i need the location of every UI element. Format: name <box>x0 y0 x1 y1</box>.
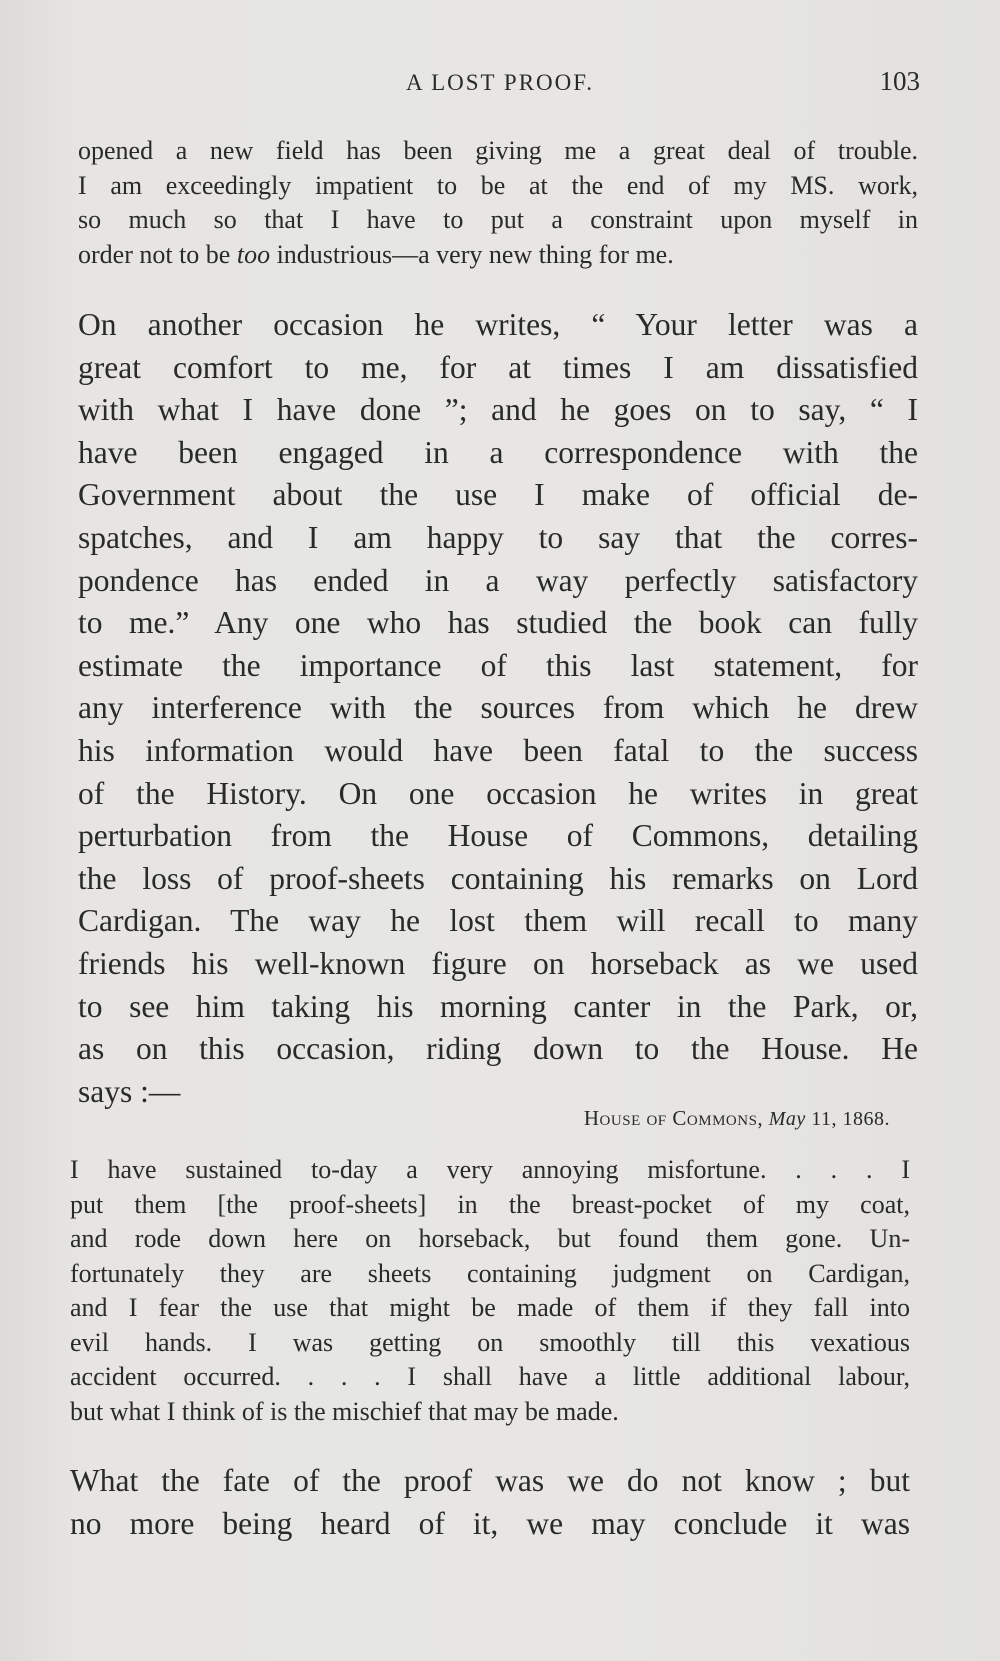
text-line: perturbation from the House of Commons, detailing <box>78 818 918 854</box>
text-line: spatches, and I am happy to say that the corres- <box>78 519 918 555</box>
text-line: estimate the importance of this last statement, for <box>78 647 918 683</box>
text-line: Cardigan. The way he lost them will recall to many <box>78 903 918 939</box>
text-line: accident occurred. . . . I shall have a little additional labour, <box>70 1362 910 1391</box>
text-line: with what I have done ”; and he goes on to say, “ I <box>78 392 918 428</box>
text-line: friends his well-known figure on horseback as we used <box>78 945 918 981</box>
text-line: have been engaged in a correspondence with the <box>78 434 918 470</box>
text-line: so much so that I have to put a constraint upon myself in <box>78 205 918 234</box>
text-line: and rode down here on horseback, but found them gone. Un- <box>70 1224 910 1253</box>
text-line: any interference with the sources from which he drew <box>78 690 918 726</box>
text-line: to me.” Any one who has studied the book can fully <box>78 605 918 641</box>
text-line: great comfort to me, for at times I am dissatisfied <box>78 349 918 385</box>
text-line: as on this occasion, riding down to the House. He <box>78 1031 918 1067</box>
page-number: 103 <box>879 66 920 96</box>
text-line: his information would have been fatal to the success <box>78 732 918 768</box>
text-line: to see him taking his morning canter in the Park, or, <box>78 988 918 1024</box>
paragraph-letter-continuation <box>78 134 918 272</box>
dateline-date: 11, 1868. <box>805 1108 890 1130</box>
text-line: no more being heard of it, we may conclude it was <box>70 1505 910 1541</box>
dateline-month: May <box>768 1108 806 1130</box>
text-line: evil hands. I was getting on smoothly till this vexatious <box>70 1327 910 1357</box>
text-line: of the History. On one occasion he writes in great <box>78 775 918 811</box>
text-segment: order not to be <box>78 239 237 269</box>
quoted-letter <box>70 1153 910 1429</box>
dateline-place: House of Commons, <box>583 1106 764 1130</box>
text-segment: industrious—a very new thing for me. <box>270 239 674 269</box>
page-header <box>80 64 920 104</box>
running-title: A LOST PROOF. <box>406 70 594 95</box>
text-line: but what I think of is the mischief that may be made. <box>70 1396 619 1426</box>
text-line: What the fate of the proof was we do not know ; but <box>70 1463 910 1498</box>
text-line: the loss of proof-sheets containing his remarks on Lord <box>78 860 918 896</box>
text-line: opened a new field has been giving me a great deal of trouble. <box>78 136 918 165</box>
text-line <box>78 238 918 273</box>
paragraph-main <box>78 304 918 1113</box>
text-line: pondence has ended in a way perfectly satisfactory <box>78 562 918 598</box>
letter-dateline <box>584 1106 890 1131</box>
text-line: says :— <box>78 1073 181 1109</box>
text-line: Government about the use I make of official de- <box>78 477 918 513</box>
text-line: put them [the proof-sheets] in the breast-pocket of my coat, <box>70 1189 910 1219</box>
paragraph-closing <box>70 1460 910 1545</box>
italic-text: too <box>236 239 271 269</box>
text-line: I am exceedingly impatient to be at the end of my MS. work, <box>78 170 918 200</box>
text-line: I have sustained to-day a very annoying misfortune. . . . I <box>70 1155 910 1184</box>
text-line: and I fear the use that might be made of them if they fall into <box>70 1293 910 1322</box>
text-line: fortunately they are sheets containing judgment on Cardigan, <box>70 1258 910 1288</box>
text-line: On another occasion he writes, “ Your letter was a <box>78 307 918 342</box>
